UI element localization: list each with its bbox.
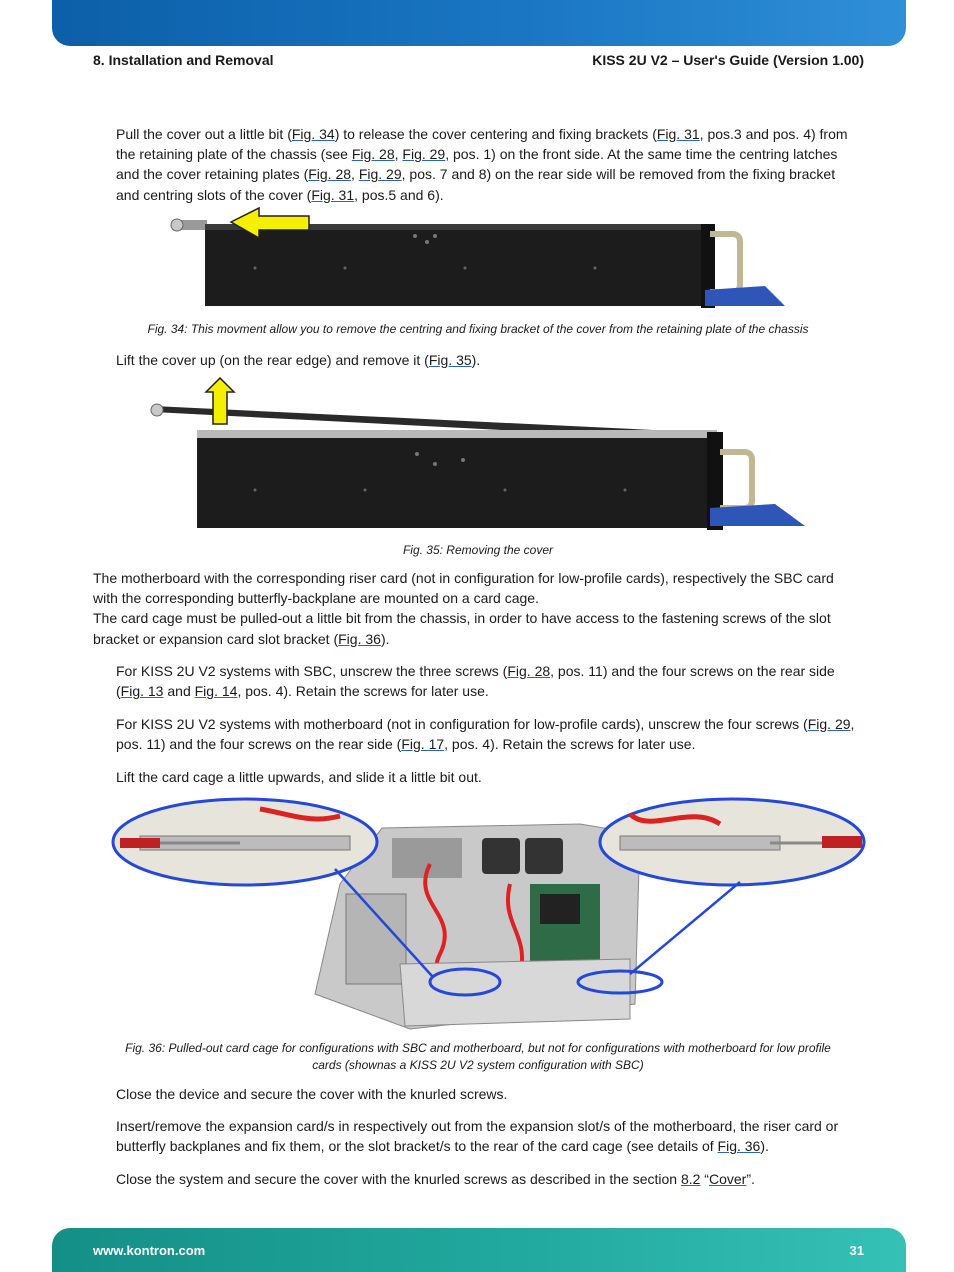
section-heading: 8. Installation and Removal bbox=[93, 52, 274, 68]
paragraph-lift-card-cage: Lift the card cage a little upwards, and slide it a little bit out. bbox=[116, 769, 482, 785]
fan-icon bbox=[482, 838, 520, 874]
page-number: 31 bbox=[849, 1243, 864, 1258]
paragraph-card-cage: The motherboard with the corresponding riser card (not in configuration for low-profile cards), respectively the SBC card with the corresponding butterfly-backplane are mounted on a card cage. The card cage must be pulled-out a little bit from the chassis, in order to have access to the fastening screws of the slot bracket or expansion card slot bracket (Fig. 36). bbox=[93, 570, 834, 647]
blue-bracket bbox=[710, 504, 805, 526]
paragraph-sbc-screws: For KISS 2U V2 systems with SBC, unscrew the three screws (Fig. 28, pos. 11) and the four screws on the rear side (Fig. 13 and Fig. 14, pos. 4). Retain the screws for later use. bbox=[116, 663, 835, 700]
figure-35-caption: Fig. 35: Removing the cover bbox=[402, 543, 554, 557]
link-fig-31[interactable]: Fig. 31 bbox=[656, 126, 700, 142]
figure-36-caption: Fig. 36: Pulled-out card cage for configurations with SBC and motherboard, but not for configurations with motherboard for low profile cards (shownas a KISS 2U V2 system configuration with SBC) bbox=[125, 1041, 831, 1072]
paragraph-motherboard-screws: For KISS 2U V2 systems with motherboard (not in configuration for low-profile cards), unscrew the four screws (Fig. 29, pos. 11) and the four screws on the rear side (Fig. 17, pos. 4). Retain the screws for later use. bbox=[116, 716, 855, 753]
link-fig-17[interactable]: Fig. 17 bbox=[401, 736, 445, 753]
screwdriver-icon bbox=[822, 836, 862, 848]
link-fig-34[interactable]: Fig. 34 bbox=[291, 126, 335, 142]
link-fig-29[interactable]: Fig. 29 bbox=[358, 166, 402, 183]
header-bar bbox=[52, 0, 906, 46]
link-fig-36[interactable]: Fig. 36 bbox=[338, 630, 381, 647]
link-fig-35[interactable]: Fig. 35 bbox=[428, 352, 472, 368]
paragraph-close-device: Close the device and secure the cover with the knurled screws. bbox=[116, 1086, 508, 1102]
link-section-8-2[interactable]: 8.2 bbox=[680, 1171, 701, 1187]
link-cover[interactable]: Cover bbox=[708, 1171, 747, 1187]
link-fig-28[interactable]: Fig. 28 bbox=[308, 166, 352, 183]
knurled-screw bbox=[151, 404, 163, 416]
card-cage bbox=[400, 959, 630, 1026]
chassis-side bbox=[197, 438, 717, 528]
link-fig-36[interactable]: Fig. 36 bbox=[717, 1138, 761, 1155]
fan-icon bbox=[525, 838, 563, 874]
paragraph-lift-cover: Lift the cover up (on the rear edge) and remove it (Fig. 35). bbox=[116, 352, 481, 368]
link-fig-28[interactable]: Fig. 28 bbox=[351, 146, 395, 163]
cpu-cooler bbox=[540, 894, 580, 924]
paragraph-close-system: Close the system and secure the cover with the knurled screws as described in the section 8.2 “Cover”. bbox=[116, 1171, 755, 1187]
figure-34-caption: Fig. 34: This movment allow you to remove the centring and fixing bracket of the cover from the retaining plate of the chassis bbox=[147, 322, 809, 336]
link-fig-31[interactable]: Fig. 31 bbox=[311, 186, 355, 203]
link-fig-29[interactable]: Fig. 29 bbox=[402, 146, 446, 163]
figure-35-cover-lifted bbox=[145, 372, 815, 532]
paragraph-insert-remove-cards: Insert/remove the expansion card/s in respectively out from the expansion slot/s of the motherboard, the riser card or butterfly backplanes and fix them, or the slot bracket/s to the rear of the card cage (see details of Fig. 36). bbox=[116, 1118, 839, 1155]
arrow-up-icon bbox=[206, 378, 234, 424]
chassis-side bbox=[205, 224, 713, 306]
link-fig-14[interactable]: Fig. 14 bbox=[194, 683, 238, 700]
paragraph-pull-cover: Pull the cover out a little bit (Fig. 34) to release the cover centering and fixing brackets (Fig. 31, pos.3 and pos. 4) from the retaining plate of the chassis (see Fig. 28, Fig. 29, pos. 1) on the front side. At the same time the centring latches and the cover retaining plates (Fig. 28, Fig. 29, pos. 7 and 8) on the rear side will be removed from the fixing bracket and centring slots of the cover (Fig. 31, pos.5 and 6). bbox=[116, 126, 848, 203]
figure-34-chassis-cover-slide bbox=[165, 206, 795, 314]
link-fig-28[interactable]: Fig. 28 bbox=[507, 663, 551, 679]
link-fig-13[interactable]: Fig. 13 bbox=[120, 683, 164, 700]
knurled-screw bbox=[171, 219, 183, 231]
link-fig-29[interactable]: Fig. 29 bbox=[807, 716, 851, 732]
screwdriver-icon bbox=[120, 838, 160, 848]
document-title: KISS 2U V2 – User's Guide (Version 1.00) bbox=[592, 52, 864, 68]
figure-36-card-cage-pulled-out bbox=[110, 794, 870, 1034]
handle-icon bbox=[720, 452, 752, 508]
footer-url[interactable]: www.kontron.com bbox=[93, 1243, 206, 1258]
